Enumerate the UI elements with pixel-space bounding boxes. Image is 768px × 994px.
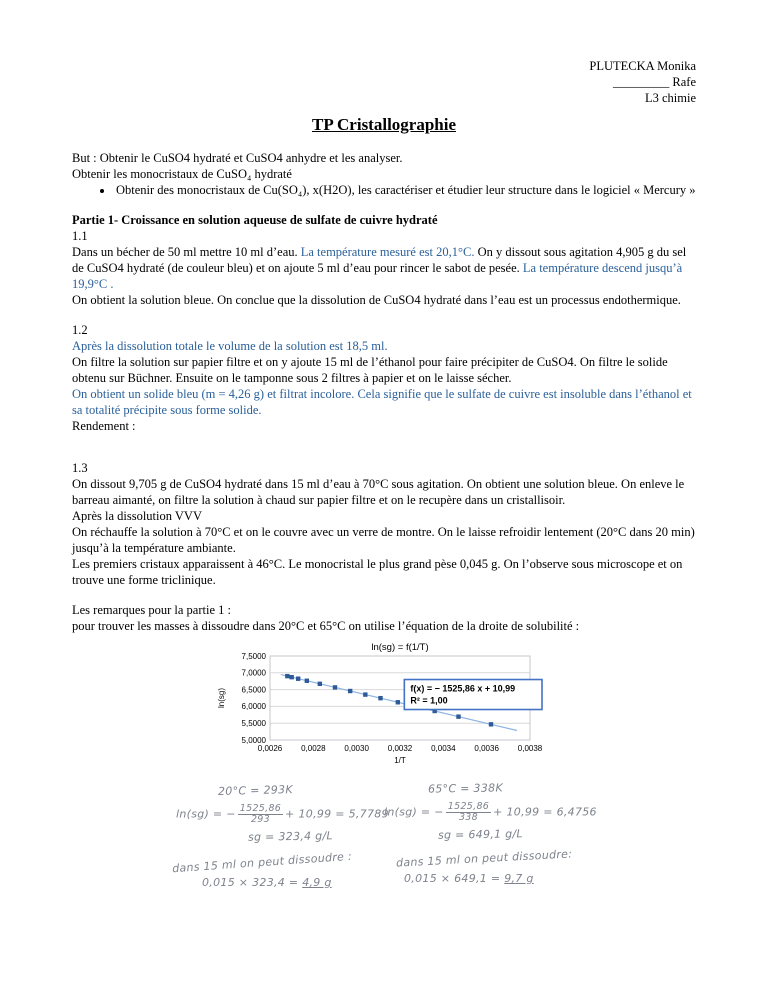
- handwritten-sg-20c: sg = 323,4 g/L: [247, 829, 334, 844]
- svg-text:ln(sg): ln(sg): [217, 687, 226, 709]
- part1-heading: Partie 1- Croissance en solution aqueuse de sulfate de cuivre hydraté: [72, 213, 438, 227]
- svg-text:5,0000: 5,0000: [241, 735, 266, 745]
- svg-text:ln(sg) = f(1/T): ln(sg) = f(1/T): [371, 642, 429, 653]
- intro-bullet-list: [114, 182, 696, 198]
- paragraph-1-2c: On obtient un solide bleu (m = 4,26 g) et filtrat incolore. Cela signifie que le sulfate de cuivre est insoluble dans l’éthanol et sa totalité précipite sous forme solide.: [72, 387, 692, 417]
- svg-text:1/T: 1/T: [394, 756, 406, 765]
- header-line-3: L3 chimie: [644, 91, 696, 105]
- intro-line-2: Obtenir les monocristaux de CuSO₄ hydraté: [72, 167, 292, 181]
- handwritten-result-20c: 4,9 g: [302, 876, 332, 889]
- handwritten-sg-65c: sg = 649,1 g/L: [437, 827, 524, 842]
- handwritten-temp-20c: 20°C = 293K: [217, 783, 294, 798]
- paragraph-1-3a: On dissout 9,705 g de CuSO4 hydraté dans 15 ml d’eau à 70°C sous agitation. On obtient une solution bleue. On enleve le barreau aimanté, on filtre la solution à chaud sur papier filtre et on le recupère dans un cristallisoir.: [72, 477, 685, 507]
- handwritten-notes: [72, 782, 696, 898]
- paragraph-1-1b: On obtient la solution bleue. On conclue que la dissolution de CuSO4 hydraté dans l’eau est un processus endothermique.: [72, 293, 681, 307]
- paragraph-rendement: Rendement :: [72, 419, 136, 433]
- run-black: Dans un bécher de 50 ml mettre 10 ml d’eau.: [72, 245, 301, 259]
- svg-text:0,0030: 0,0030: [344, 744, 369, 753]
- fraction: $\frac{1525,86}{338}$: [447, 801, 490, 823]
- svg-text:0,0034: 0,0034: [431, 744, 456, 753]
- svg-text:6,5000: 6,5000: [241, 685, 266, 695]
- solubility-chart-svg: [214, 640, 554, 780]
- header-block: [72, 58, 696, 106]
- handwritten-eq-65c: ln(sg) = − $\frac{1525,86}{338}$ + 10,99 = 6,4756: [384, 801, 597, 823]
- page-title: TP Cristallographie: [311, 115, 457, 134]
- paragraph-1-3d: Les premiers cristaux apparaissent à 46°C. Le monocristal le plus grand pèse 0,045 g. On l’observe sous microscope et on trouve une forme triclinique.: [72, 557, 683, 587]
- paragraph-1-2a: Après la dissolution totale le volume de la solution est 18,5 ml.: [72, 339, 388, 353]
- intro-line-1: But : Obtenir le CuSO4 hydraté et CuSO4 anhydre et les analyser.: [72, 151, 403, 165]
- paragraph-1-3b: Après la dissolution VVV: [72, 509, 202, 523]
- handwritten-calc-20c: 0,015 × 323,4 = 4,9 g: [202, 876, 332, 889]
- svg-text:f(x) = − 1525,86 x + 10,99: f(x) = − 1525,86 x + 10,99: [410, 683, 516, 694]
- run-blue: La température descend jusqu’à 19,9°C .: [72, 261, 683, 291]
- handwritten-dissolve-65c: dans 15 ml on peut dissoudre:: [395, 847, 573, 870]
- handwritten-temp-65c: 65°C = 338K: [427, 781, 504, 796]
- handwritten-result-65c: 9,7 g: [504, 872, 534, 885]
- header-line-2: _________ Rafe: [613, 75, 696, 89]
- paragraph-1-2b: On filtre la solution sur papier filtre et on y ajoute 15 ml de l’éthanol pour faire précipiter de CuSO4. On filtre le solide obtenu sur Büchner. Ensuite on le tamponne sous 2 filtres à papier et on le laisse sécher.: [72, 355, 668, 385]
- remarks-line-1: Les remarques pour la partie 1 :: [72, 603, 231, 617]
- run-blue: La température mesuré est 20,1°C.: [300, 245, 475, 259]
- svg-text:0,0028: 0,0028: [301, 744, 326, 753]
- svg-text:0,0036: 0,0036: [474, 744, 499, 753]
- svg-text:5,5000: 5,5000: [241, 719, 266, 728]
- remarks-line-2: pour trouver les masses à dissoudre dans 20°C et 65°C on utilise l’équation de la droite de solubilité :: [72, 619, 580, 633]
- svg-text:0,0038: 0,0038: [517, 744, 543, 753]
- handwritten-eq-20c: ln(sg) = − $\frac{1525,86}{293}$ + 10,99 = 5,7789: [176, 803, 389, 825]
- svg-text:0,0032: 0,0032: [387, 744, 413, 753]
- author-name: PLUTECKA Monika: [589, 59, 696, 73]
- handwritten-dissolve-20c: dans 15 ml on peut dissoudre :: [171, 849, 353, 876]
- solubility-chart: [72, 640, 696, 780]
- section-1-3-number: 1.3: [72, 461, 88, 475]
- svg-text:7,0000: 7,0000: [241, 668, 266, 678]
- section-1-2-number: 1.2: [72, 323, 88, 337]
- intro-bullet: • Obtenir des monocristaux de Cu(SO₄), x(H2O), les caractériser et étudier leur structure dans le logiciel « Mercury »: [114, 182, 696, 198]
- svg-text:6,0000: 6,0000: [241, 702, 266, 712]
- run-black: On y dissout sous agitation 4,905 g du sel de CuSO4 hydraté (de couleur bleu) et on ajoute 5 ml d’eau pour rincer le sabot de pesée.: [72, 245, 687, 275]
- section-1-1-number: 1.1: [72, 229, 88, 243]
- svg-text:R² = 1,00: R² = 1,00: [410, 695, 448, 706]
- paragraph-1-3c: On réchauffe la solution à 70°C et on le couvre avec un verre de montre. On le laisse refroidir lentement (20°C dans 20 min) jusqu’à la température ambiante.: [72, 525, 695, 555]
- svg-text:0,0026: 0,0026: [257, 744, 283, 753]
- handwritten-calc-65c: 0,015 × 649,1 = 9,7 g: [404, 872, 534, 885]
- svg-text:7,5000: 7,5000: [241, 651, 266, 661]
- fraction: $\frac{1525,86}{293}$: [239, 803, 282, 825]
- paragraph-1-1: [72, 244, 696, 292]
